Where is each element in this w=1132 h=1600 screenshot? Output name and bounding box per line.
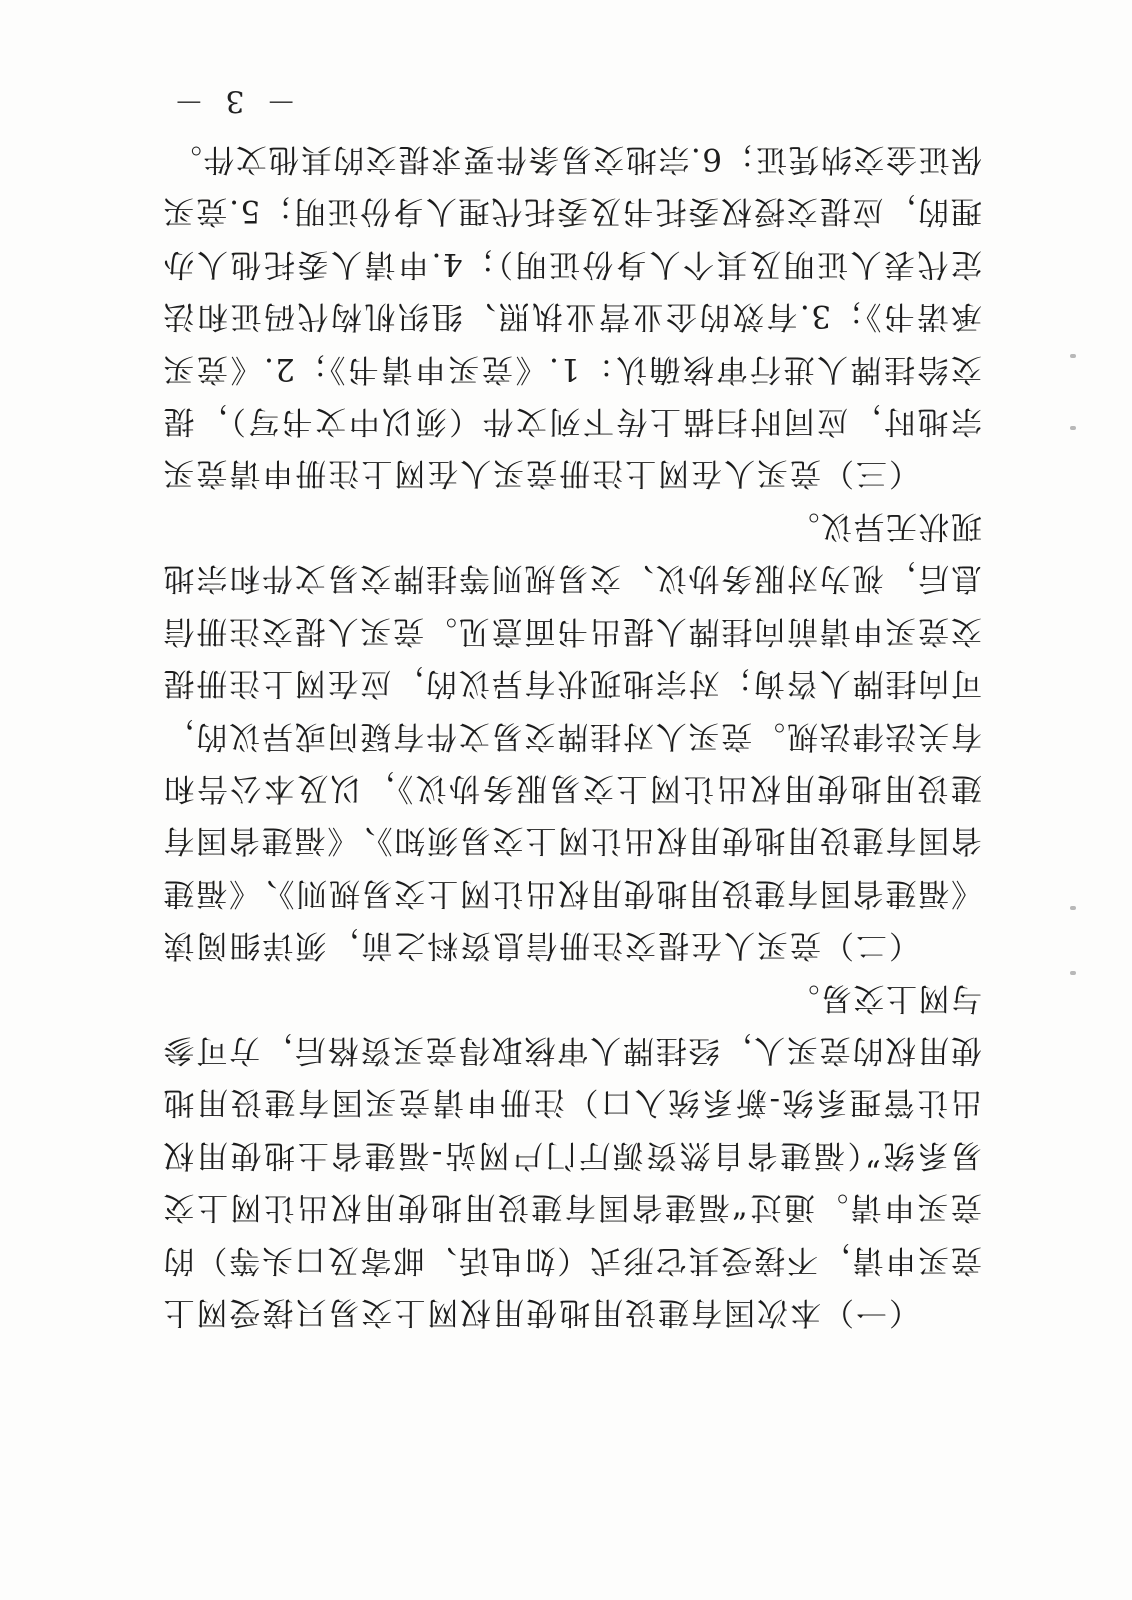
binding-hole-mark: [1070, 354, 1076, 358]
binding-hole-mark: [1070, 971, 1076, 975]
document-body: [162, 133, 982, 1338]
paragraph-2: （二）竞买人在提交注册信息资料之前，须详细阅读《福建省国有建设用地使用权出让网上交易规则》、《福建省国有建设用地使用权出让网上交易须知》、《福建省国有建设用地使用权出让网上交易服务协议》，以及本公告和有关法律法规。竞买人对挂牌交易文件有疑问或异议的，可向挂牌人咨询；对宗地现状有异议的，应在网上注册提交竞买申请前向挂牌人提出书面意见。竞买人提交注册信息后，视为对服务协议、交易规则等挂牌交易文件和宗地现状无异议。: [162, 507, 982, 964]
paragraph-3: （三）竞买人在网上注册竞买人在网上注册申请竞买宗地时，应同时扫描上传下列文件（须以中文书写），提交给挂牌人进行审核确认：1.《竞买申请书》；2.《竞买承诺书》；3.有效的企业营业执照、组织机构代码证和法定代表人证明及其个人身份证明）；4.申请人委托他人办理的，应提交授权委托书及委托代理人身份证明；5.竞买保证金交纳凭证；6.宗地交易条件要求提交的其他文件。: [162, 141, 982, 492]
page-number: － 3 －: [167, 83, 297, 118]
binding-hole-mark: [1070, 906, 1076, 910]
paragraph-1: （一）本次国有建设用地使用权网上交易只接受网上竞买申请，不接受其它形式（如电话、邮寄及口头等）的竞买申请。通过“福建省国有建设用地使用权出让网上交易系统”（福建省自然资源厅门户网站-福建省土地使用权出让管理系统-新系统入口）注册申请竞买国有建设用地使用权的竞买人，经挂牌人审核取得竞买资格后，方可参与网上交易。: [162, 979, 982, 1330]
binding-hole-mark: [1070, 426, 1076, 430]
